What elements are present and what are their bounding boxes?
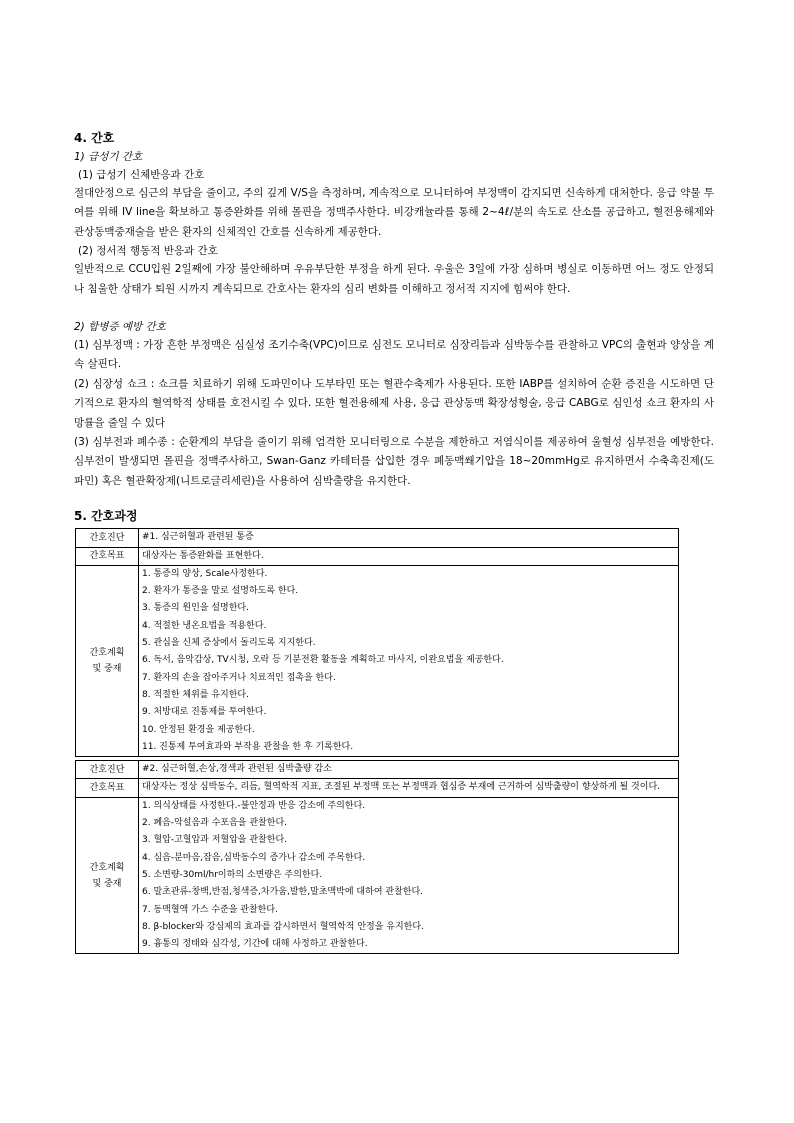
list-item: 3. 혈압-고혈압과 저혈압을 관찰한다. [142, 835, 287, 846]
plan-list [139, 797, 679, 954]
diagnosis-label: 간호진단 [76, 529, 139, 547]
table-row [76, 565, 679, 756]
goal-value: 대상자는 정상 심박동수, 리듬, 혈역학적 지표, 조절된 부정맥 또는 부정맥과 협심증 부재에 근거하여 심박출량이 향상하게 될 것이다. [139, 779, 679, 797]
complication-item1: (1) 심부정맥 : 가장 흔한 부정맥은 심실성 조기수축(VPC)이므로 심전도 모니터로 심장리듬과 심박동수를 관찰하고 VPC의 출현과 양상을 계속 살핀다. [74, 339, 714, 371]
list-item: 2. 폐음-악설음과 수포음을 관찰한다. [142, 818, 287, 829]
table-row [76, 761, 679, 779]
list-item: 1. 의식상태를 사정한다.-불안정과 반응 감소에 주의한다. [142, 800, 366, 811]
list-item: 9. 처방대로 진통제를 투여한다. [142, 707, 267, 718]
plan-label-line1: 간호계획 [89, 862, 125, 873]
plan-label [76, 565, 139, 756]
list-item: 5. 소변량-30ml/hr이하의 소변량은 주의한다. [142, 869, 323, 880]
list-item: 5. 관심을 신체 증상에서 돌리도록 지지한다. [142, 638, 316, 649]
table-row [76, 529, 679, 547]
complication-item3: (3) 심부전과 폐수종 : 순환계의 부담을 줄이기 위해 엄격한 모니터링으로 수분을 제한하고 저염식이를 제공하여 울혈성 심부전을 예방한다. 심부전이 발생되면 몰핀을 정맥주사하고, Swan-Ganz 카테터를 삽입한 경우 폐동맥쐐기압을 18~20mmHg로 유지하면서 수축촉진제(도파민) 혹은 혈관확장제(니트로글리세린)을 사용하여 심박출량을 유지한다. [74, 436, 714, 487]
table-row [76, 797, 679, 954]
list-item: 10. 안정된 환경을 제공한다. [142, 724, 255, 735]
diagnosis-value: #2. 심근허혈,손상,경색과 관련된 심박출량 감소 [139, 761, 679, 779]
list-item: 4. 심음-분마음,잡음,심박동수의 증가나 감소에 주목한다. [142, 852, 366, 863]
plan-label-line1: 간호계획 [89, 648, 125, 658]
plan-label [76, 797, 139, 954]
list-item: 7. 동맥혈액 가스 수준을 관찰한다. [142, 904, 278, 915]
acute-care-heading: 1) 급성기 간호 [74, 151, 143, 163]
list-item: 1. 통증의 양상, Scale사정한다. [142, 568, 268, 579]
goal-value: 대상자는 통증완화를 표현한다. [139, 547, 679, 565]
plan-list [139, 565, 679, 756]
list-item: 6. 말초관류-창백,반점,청색증,차가움,발한,말초맥박에 대하여 관찰한다. [142, 887, 424, 898]
acute-item1-body: 절대안정으로 심근의 부담을 줄이고, 주의 깊게 V/S을 측정하며, 계속적으로 모니터하여 부정맥이 감지되면 신속하게 대처한다. 응급 약물 투여를 위해 IV line을 확보하고 통증완화를 위해 몰핀을 정맥주사한다. 비강캐뉼라를 통해 2~4ℓ/분의 속도로 산소를 공급하고, 혈전용해제와 관상동맥중재술을 받은 환자의 신체적인 간호를 신속하게 제공한다. [74, 187, 714, 238]
goal-label: 간호목표 [76, 547, 139, 565]
table-row [76, 547, 679, 565]
complication-heading: 2) 합병증 예방 간호 [74, 321, 166, 334]
diagnosis-label: 간호진단 [76, 761, 139, 779]
list-item: 11. 진통제 투여효과와 부작용 관찰을 한 후 기록한다. [142, 741, 354, 752]
list-item: 2. 환자가 통증을 말로 설명하도록 한다. [142, 586, 299, 597]
list-item: 9. 흉통의 정태와 심각성, 기간에 대해 사정하고 관찰한다. [142, 939, 368, 950]
care-plan-table-2 [75, 760, 679, 954]
acute-item1-title: (1) 급성기 신체반응과 간호 [78, 169, 205, 181]
diagnosis-value: #1. 심근허혈과 관련된 통증 [139, 529, 679, 547]
care-plan-table-1 [75, 528, 679, 757]
list-item: 8. 적절한 체위를 유지한다. [142, 689, 249, 700]
acute-item2-body: 일반적으로 CCU입원 2일째에 가장 불안해하며 우유부단한 부정을 하게 된다. 우울은 3일에 가장 심하며 병실로 이동하면 어느 정도 안정되나 침울한 상태가 퇴원 시까지 계속되므로 간호사는 환자의 심리 변화를 이해하고 정서적 지지에 힘써야 한다. [74, 263, 714, 295]
table-row [76, 779, 679, 797]
goal-label: 간호목표 [76, 779, 139, 797]
plan-label-line2: 및 중재 [92, 664, 122, 674]
document-page [74, 128, 714, 954]
plan-label-line2: 및 중재 [92, 878, 122, 889]
list-item: 6. 독서, 음악감상, TV시청, 오락 등 기분전환 활동을 계획하고 마사지, 이완요법을 제공한다. [142, 655, 504, 666]
complication-item2: (2) 심장성 쇼크 : 쇼크를 치료하기 위해 도파민이나 도부타민 또는 혈관수축제가 사용된다. 또한 IABP를 설치하여 순환 증진을 시도하면 단기적으로 환자의 혈역학적 상태를 호전시킬 수 있다. 또한 혈전용해제 사용, 응급 관상동맥 확장성형술, 응급 CABG로 심인성 쇼크 환자의 사망률을 줄일 수 있다 [74, 377, 714, 429]
list-item: 7. 환자의 손을 잡아주거나 치료적인 접촉을 한다. [142, 672, 336, 683]
list-item: 4. 적절한 냉온요법을 적용한다. [142, 620, 267, 631]
section4-heading: 4. 간호 [74, 131, 115, 145]
list-item: 3. 통증의 원인을 설명한다. [142, 603, 249, 614]
acute-item2-title: (2) 정서적 행동적 반응과 간호 [78, 245, 218, 258]
section5-heading: 5. 간호과정 [74, 509, 138, 524]
list-item: 8. β-blocker와 강심제의 효과를 감시하면서 혈역학적 안정을 유지한다. [142, 921, 424, 932]
